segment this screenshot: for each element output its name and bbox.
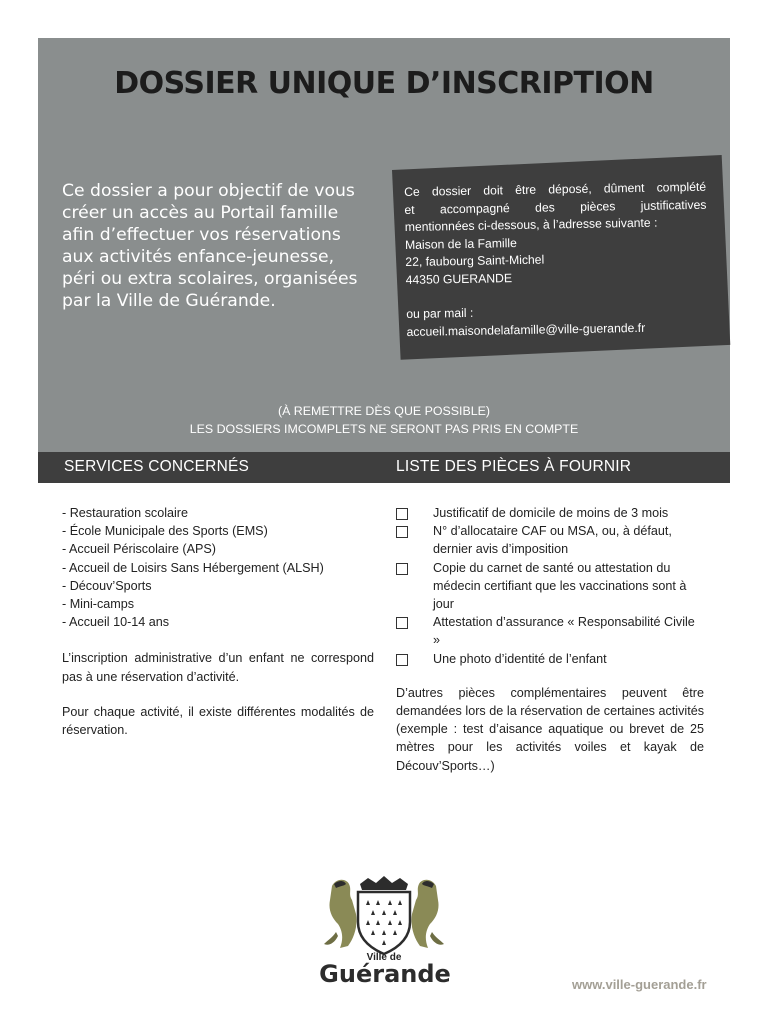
- document-label: Une photo d’identité de l’enfant: [433, 651, 607, 666]
- documents-note: D’autres pièces complémentaires peuvent être demandées lors de la réservation de certaines activités (exemple : test d’aisance aquatique ou brevet de 25 mètres pour les activités voiles et kayak de Découv’Sports…): [396, 685, 704, 773]
- document-label: N° d’allocataire CAF ou MSA, ou, à défaut, dernier avis d’imposition: [433, 524, 672, 557]
- list-item: - Découv’Sports: [62, 578, 152, 593]
- notice-line: (À REMETTRE DÈS QUE POSSIBLE): [277, 404, 491, 418]
- list-item: - Restauration scolaire: [62, 506, 188, 520]
- checkbox[interactable]: [396, 563, 408, 575]
- list-item: - Mini-camps: [62, 597, 135, 612]
- email-address: accueil.maisondelafamille@ville-guerande.fr: [406, 320, 646, 339]
- notice-line: LES DOSSIERS IMCOMPLETS NE SERONT PAS PRIS EN COMPTE: [189, 422, 579, 436]
- document-item: [396, 559, 704, 614]
- checkbox[interactable]: [396, 508, 408, 520]
- document-item: [396, 613, 704, 649]
- address-line: et accompagné des pièces justificatives: [404, 197, 707, 217]
- address-line: 44350 GUERANDE: [405, 270, 513, 287]
- address-line: mentionnées ci-dessous, à l’adresse suivante :: [404, 215, 658, 234]
- logo-wordmark: Guérande: [319, 960, 451, 988]
- document-item: [396, 504, 704, 522]
- document-title: DOSSIER UNIQUE D’INSCRIPTION: [114, 66, 654, 101]
- services-list: [62, 504, 374, 631]
- services-column: [62, 504, 374, 739]
- address-line: Ce dossier doit être déposé, dûment complété: [404, 179, 707, 199]
- document-item: [396, 650, 704, 668]
- list-item: - École Municipale des Sports (EMS): [62, 524, 268, 539]
- checkbox[interactable]: [396, 654, 408, 666]
- document-label: Attestation d’assurance « Responsabilité Civile »: [433, 615, 695, 648]
- document-item: [396, 522, 704, 558]
- address-line: 22, faubourg Saint-Michel: [405, 252, 545, 269]
- list-item: - Accueil 10-14 ans: [62, 615, 170, 630]
- list-item: - Accueil Périscolaire (APS): [62, 542, 216, 557]
- checkbox[interactable]: [396, 617, 408, 629]
- document-label: Copie du carnet de santé ou attestation du médecin certifiant que les vaccinations sont à jour: [433, 560, 687, 612]
- documents-column: [396, 504, 704, 775]
- notice-banner: [38, 400, 730, 452]
- documents-heading: LISTE DES PIÈCES À FOURNIR: [396, 458, 632, 475]
- intro-text: Ce dossier a pour objectif de vous créer un accès au Portail famille afin d’effectuer vos réservations aux activités enfance-jeunesse, péri ou extra scolaires, organisées par la Ville de Guérande.: [62, 181, 358, 311]
- checkbox[interactable]: [396, 526, 408, 538]
- services-paragraph: L’inscription administrative d’un enfant ne correspond pas à une réservation d’activité.: [62, 651, 374, 684]
- document-label: Justificatif de domicile de moins de 3 mois: [433, 506, 669, 520]
- address-line: Maison de la Famille: [404, 235, 517, 252]
- website-link[interactable]: www.ville-guerande.fr: [572, 977, 707, 992]
- logo-caption: Ville de: [366, 952, 402, 963]
- coat-of-arms-icon: [318, 874, 450, 964]
- address-line: ou par mail :: [406, 305, 474, 321]
- list-item: - Accueil de Loisirs Sans Hébergement (ALSH): [62, 560, 324, 575]
- services-paragraph: Pour chaque activité, il existe différentes modalités de réservation.: [62, 704, 374, 738]
- services-heading: SERVICES CONCERNÉS: [64, 458, 250, 475]
- address-text: [404, 179, 709, 341]
